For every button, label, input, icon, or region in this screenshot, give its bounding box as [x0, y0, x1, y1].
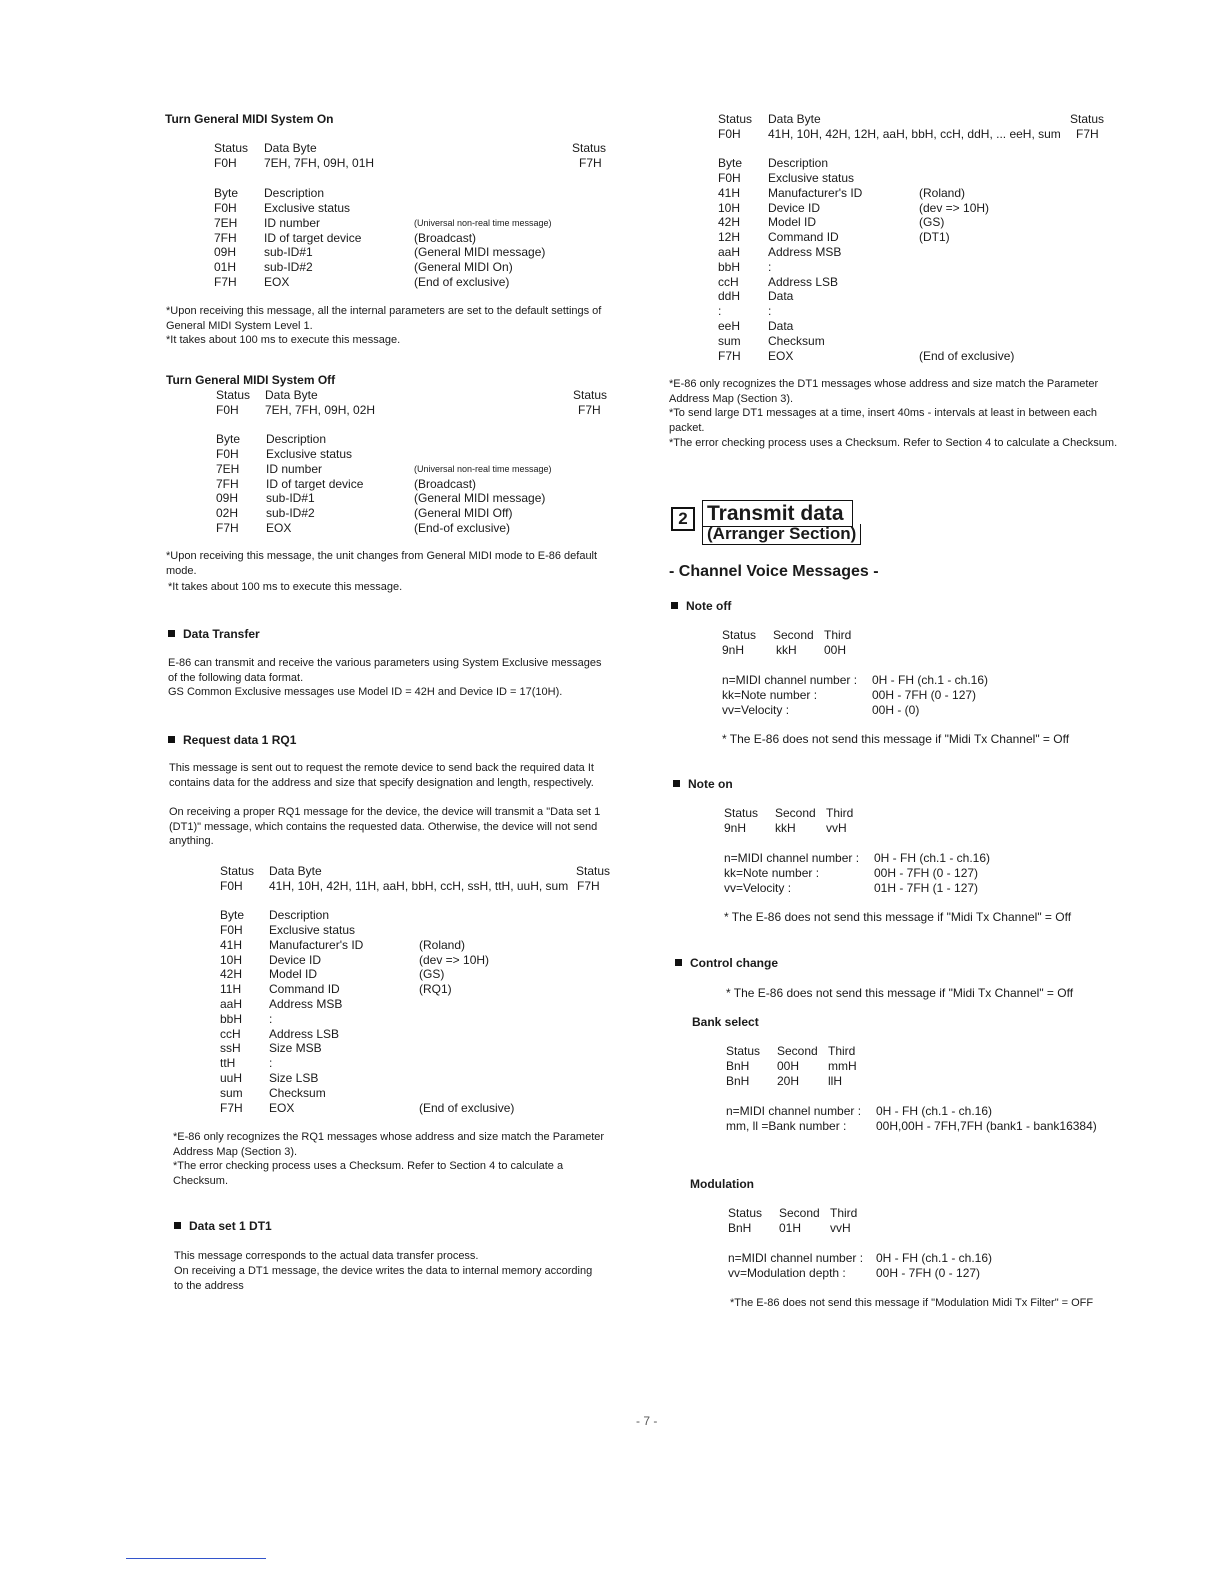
row-note: (End of exclusive) [419, 1100, 515, 1115]
row-description: Address LSB [269, 1026, 340, 1041]
row-byte: 42H [718, 215, 741, 230]
row-description: Exclusive status [269, 923, 356, 937]
row-byte: ccH [220, 1026, 241, 1041]
row-note: (RQ1) [419, 982, 452, 997]
row-byte: 09H [216, 491, 239, 506]
row-description: EOX [768, 348, 794, 363]
bullet-icon [671, 602, 678, 609]
definition-value: 0H - FH (ch.1 - ch.16) [874, 851, 991, 865]
definition-value: 0H - FH (ch.1 - ch.16) [876, 1251, 993, 1265]
dt1-title-text: Data set 1 DT1 [189, 1219, 272, 1233]
table-cell: vvH [830, 1221, 851, 1235]
row-description: : [269, 1011, 273, 1026]
row-description: Exclusive status [768, 171, 855, 185]
table-header: Status [722, 628, 757, 642]
dt1-text-1: This message corresponds to the actual data transfer process. [174, 1250, 479, 1262]
table-cell: BnH [726, 1074, 750, 1088]
table-cell: F7H [578, 403, 601, 417]
table-header: Third [824, 628, 852, 642]
row-description: Exclusive status [266, 447, 353, 461]
table-header: Description [768, 156, 829, 170]
table-cell: llH [828, 1074, 842, 1088]
table-cell: mmH [828, 1059, 857, 1073]
row-byte: 11H [220, 982, 242, 997]
row-byte: 02H [216, 506, 239, 521]
table-header: Byte [220, 908, 245, 922]
row-byte: 10H [718, 200, 741, 215]
row-byte: 12H [718, 230, 741, 245]
row-byte: 7FH [216, 476, 239, 491]
gm-off-note-2: *It takes about 100 ms to execute this message. [168, 581, 403, 593]
table-header: Status [214, 141, 249, 155]
table-header: Status [216, 388, 251, 402]
modulation-title: Modulation [690, 1177, 754, 1191]
dt1-text-2: On receiving a DT1 message, the device writes the data to internal memory according to the address [174, 1265, 593, 1292]
row-byte: 7EH [216, 461, 240, 476]
gm-on-note-1: *Upon receiving this message, all the internal parameters are set to the default settings of General MIDI System Level 1. [166, 305, 602, 332]
row-description: : [269, 1056, 273, 1071]
row-byte: F0H [718, 171, 741, 185]
table-cell: 00H [824, 643, 847, 657]
row-note: (dev => 10H) [419, 952, 490, 967]
table-header: Second [775, 806, 816, 820]
table-cell: kkH [776, 643, 797, 657]
table-header: Description [264, 186, 325, 200]
row-byte: bbH [220, 1011, 243, 1026]
row-byte: F0H [216, 447, 239, 461]
row-note: (GS) [919, 215, 945, 230]
definition-key: kk=Note number : [724, 866, 820, 880]
table-header: Status [1070, 112, 1105, 126]
table-header: Data Byte [768, 112, 821, 126]
row-note: (End-of exclusive) [414, 521, 511, 535]
bullet-icon [673, 780, 680, 787]
row-note: (Broadcast) [414, 476, 477, 491]
table-header: Second [777, 1044, 818, 1058]
rq1-text-1: This message is sent out to request the remote device to send back the required data It contains data for the address and size that specify designation and length, respectively. [169, 762, 594, 789]
row-byte: F7H [216, 521, 239, 535]
row-byte: uuH [220, 1071, 243, 1085]
row-note: (General MIDI message) [414, 491, 546, 506]
table-header: Status [724, 806, 759, 820]
row-byte: ssH [220, 1041, 241, 1056]
modulation-note: *The E-86 does not send this message if "Modulation Midi Tx Filter" = OFF [730, 1297, 1094, 1309]
row-description: Checksum [269, 1085, 326, 1100]
row-description: ID of target device [266, 476, 364, 491]
data-transfer-text-2: GS Common Exclusive messages use Model ID = 42H and Device ID = 17(10H). [168, 686, 563, 698]
bullet-icon [675, 959, 682, 966]
row-byte: ttH [220, 1056, 236, 1071]
note-off-note: * The E-86 does not send this message if "Midi Tx Channel" = Off [722, 732, 1070, 746]
definition-key: mm, ll =Bank number : [726, 1119, 847, 1133]
table-cell: 7EH, 7FH, 09H, 01H [264, 156, 375, 170]
footer-rule [126, 1558, 266, 1559]
table-header: Data Byte [264, 141, 317, 155]
row-byte: sum [718, 333, 741, 348]
row-description: Device ID [768, 200, 821, 215]
gm-off-note-1: *Upon receiving this message, the unit changes from General MIDI mode to E-86 default mode. [166, 550, 598, 577]
row-note: (General MIDI Off) [414, 506, 513, 521]
row-description: Size MSB [269, 1041, 322, 1056]
row-byte: 01H [214, 260, 237, 275]
table-header: Second [779, 1206, 820, 1220]
dt1-note-3: *The error checking process uses a Checksum. Refer to Section 4 to calculate a Checksum. [669, 437, 1118, 449]
table-cell: F0H [214, 156, 237, 170]
note-on-title-text: Note on [688, 777, 733, 791]
bullet-icon [168, 736, 175, 743]
page-number: - 7 - [636, 1414, 658, 1428]
row-note: (dev => 10H) [919, 200, 990, 215]
table-header: Third [826, 806, 854, 820]
row-description: Address LSB [768, 274, 839, 289]
rq1-note-1: *E-86 only recognizes the RQ1 messages whose address and size match the Parameter Address Map (Section 3). [173, 1131, 605, 1158]
row-description: sub-ID#2 [264, 260, 313, 275]
row-description: Command ID [768, 230, 839, 245]
row-byte: aaH [718, 245, 741, 259]
row-description: Exclusive status [264, 201, 351, 215]
row-description: Manufacturer's ID [269, 937, 364, 952]
table-header: Byte [718, 156, 743, 170]
table-cell: 20H [777, 1074, 800, 1088]
table-header: Status [576, 864, 611, 878]
table-header: Third [830, 1206, 858, 1220]
row-description: ID number [266, 461, 323, 476]
rq1-title-text: Request data 1 RQ1 [183, 733, 297, 747]
rq1-text-2: On receiving a proper RQ1 message for the device, the device will transmit a "Data set 1 (DT1)" message, which contains the requested data. Otherwise, the device will not send anything. [169, 806, 601, 848]
table-cell: 00H [777, 1059, 800, 1073]
table-header: Second [773, 628, 814, 642]
row-description: Address MSB [269, 997, 343, 1011]
dt1-title [174, 1219, 272, 1234]
bank-select-title: Bank select [692, 1015, 759, 1029]
section-title: Transmit data [702, 500, 853, 527]
definition-value: 00H,00H - 7FH,7FH (bank1 - bank16384) [876, 1119, 1097, 1133]
control-change-note: * The E-86 does not send this message if "Midi Tx Channel" = Off [726, 986, 1074, 1000]
section-number: 2 [671, 507, 695, 531]
row-description: EOX [264, 275, 290, 289]
table-cell: 01H [779, 1221, 802, 1235]
row-byte: 42H [220, 967, 243, 982]
row-description: sub-ID#2 [266, 506, 315, 521]
row-byte: ddH [718, 289, 741, 304]
definition-key: n=MIDI channel number : [724, 851, 860, 865]
channel-voice-heading: - Channel Voice Messages - [669, 563, 879, 580]
definition-key: vv=Velocity : [722, 703, 790, 717]
control-change-title-text: Control change [690, 956, 779, 970]
row-description: sub-ID#1 [264, 245, 313, 260]
table-header: Status [573, 388, 608, 402]
row-byte: F0H [214, 201, 237, 215]
row-description: Checksum [768, 333, 825, 348]
row-description: Size LSB [269, 1071, 319, 1085]
row-byte: F7H [214, 275, 237, 289]
row-note: (End of exclusive) [919, 348, 1015, 363]
table-header: Status [728, 1206, 763, 1220]
data-transfer-title [168, 627, 260, 642]
definition-key: n=MIDI channel number : [728, 1251, 864, 1265]
note-on-note: * The E-86 does not send this message if "Midi Tx Channel" = Off [724, 910, 1072, 924]
table-cell: 9nH [724, 821, 747, 835]
table-header: Status [718, 112, 753, 126]
definition-value: 01H - 7FH (1 - 127) [874, 881, 979, 895]
table-cell: F7H [579, 156, 602, 170]
row-note: (Universal non-real time message) [414, 463, 552, 474]
row-note: (End of exclusive) [414, 275, 510, 289]
row-byte: 7FH [214, 230, 237, 245]
row-description: Address MSB [768, 245, 842, 259]
definition-key: n=MIDI channel number : [726, 1104, 862, 1118]
note-on-title [673, 777, 733, 792]
data-transfer-title-text: Data Transfer [183, 627, 260, 641]
table-cell: 41H, 10H, 42H, 12H, aaH, bbH, ccH, ddH, ... eeH, sum [768, 127, 1061, 141]
row-byte: eeH [718, 319, 741, 333]
table-header: Data Byte [269, 864, 322, 878]
row-note: (General MIDI On) [414, 260, 513, 275]
row-byte: aaH [220, 997, 243, 1011]
row-note: (Broadcast) [414, 230, 477, 245]
data-transfer-text-1: E-86 can transmit and receive the various parameters using System Exclusive messages of the following data format. [168, 657, 602, 684]
table-cell: BnH [728, 1221, 752, 1235]
note-off-title [671, 599, 731, 614]
row-byte: : [718, 304, 722, 319]
row-description: EOX [266, 521, 292, 535]
row-description: : [768, 259, 772, 274]
rq1-note-2: *The error checking process uses a Checksum. Refer to Section 4 to calculate a Checksum. [173, 1160, 564, 1187]
table-header: Description [266, 432, 327, 446]
control-change-title [675, 956, 778, 971]
row-description: sub-ID#1 [266, 491, 315, 506]
row-byte: bbH [718, 259, 741, 274]
table-header: Data Byte [265, 388, 318, 402]
definition-value: 0H - FH (ch.1 - ch.16) [872, 673, 989, 687]
table-cell: F7H [577, 879, 600, 893]
row-note: (Roland) [419, 937, 466, 952]
bullet-icon [168, 630, 175, 637]
dt1-note-2: *To send large DT1 messages at a time, insert 40ms - intervals at least in between each packet. [669, 407, 1097, 434]
row-description: Model ID [768, 215, 817, 230]
table-header: Third [828, 1044, 856, 1058]
row-byte: sum [220, 1085, 243, 1100]
table-cell: 9nH [722, 643, 745, 657]
definition-value: 0H - FH (ch.1 - ch.16) [876, 1104, 993, 1118]
row-note: (Universal non-real time message) [414, 217, 552, 228]
table-header: Byte [214, 186, 239, 200]
row-byte: F7H [718, 348, 741, 363]
table-cell: F0H [220, 879, 243, 893]
row-description: Data [768, 289, 794, 304]
row-description: Data [768, 319, 794, 333]
row-description: Model ID [269, 967, 318, 982]
table-cell: F0H [216, 403, 239, 417]
table-cell: BnH [726, 1059, 750, 1073]
bullet-icon [174, 1222, 181, 1229]
row-byte: 10H [220, 952, 243, 967]
definition-value: 00H - 7FH (0 - 127) [872, 688, 977, 702]
row-byte: 41H [220, 937, 243, 952]
row-byte: F0H [220, 923, 243, 937]
table-cell: 41H, 10H, 42H, 11H, aaH, bbH, ccH, ssH, ttH, uuH, sum [269, 879, 569, 893]
row-description: Device ID [269, 952, 322, 967]
table-cell: vvH [826, 821, 847, 835]
row-description: EOX [269, 1100, 295, 1115]
row-note: (General MIDI message) [414, 245, 546, 260]
row-byte: ccH [718, 274, 739, 289]
table-cell: F0H [718, 127, 741, 141]
definition-key: vv=Velocity : [724, 881, 792, 895]
dt1-note-1: *E-86 only recognizes the DT1 messages whose address and size match the Parameter Address Map (Section 3). [669, 378, 1099, 405]
table-header: Status [220, 864, 255, 878]
definition-key: kk=Note number : [722, 688, 818, 702]
row-byte: F7H [220, 1100, 243, 1115]
row-description: ID of target device [264, 230, 362, 245]
rq1-title [168, 733, 296, 748]
row-description: : [768, 304, 772, 319]
row-description: ID number [264, 215, 321, 230]
section-subtitle-box: (Arranger Section) [702, 524, 861, 545]
gm-on-note-2: *It takes about 100 ms to execute this message. [166, 334, 401, 346]
row-description: Manufacturer's ID [768, 185, 863, 200]
gm-on-title: Turn General MIDI System On [165, 112, 334, 126]
table-header: Byte [216, 432, 241, 446]
definition-value: 00H - (0) [872, 703, 920, 717]
definition-value: 00H - 7FH (0 - 127) [876, 1266, 981, 1280]
gm-off-title: Turn General MIDI System Off [166, 373, 336, 387]
row-description: Command ID [269, 982, 340, 997]
definition-key: vv=Modulation depth : [728, 1266, 846, 1280]
table-cell: kkH [775, 821, 796, 835]
table-header: Status [726, 1044, 761, 1058]
table-header: Status [572, 141, 607, 155]
note-off-title-text: Note off [686, 599, 732, 613]
row-note: (DT1) [919, 230, 950, 245]
row-byte: 7EH [214, 215, 238, 230]
table-cell: 7EH, 7FH, 09H, 02H [265, 403, 376, 417]
row-byte: 41H [718, 185, 741, 200]
definition-key: n=MIDI channel number : [722, 673, 858, 687]
row-note: (GS) [419, 967, 445, 982]
table-header: Description [269, 908, 330, 922]
row-byte: 09H [214, 245, 237, 260]
row-note: (Roland) [919, 185, 966, 200]
table-cell: F7H [1076, 127, 1099, 141]
definition-value: 00H - 7FH (0 - 127) [874, 866, 979, 880]
